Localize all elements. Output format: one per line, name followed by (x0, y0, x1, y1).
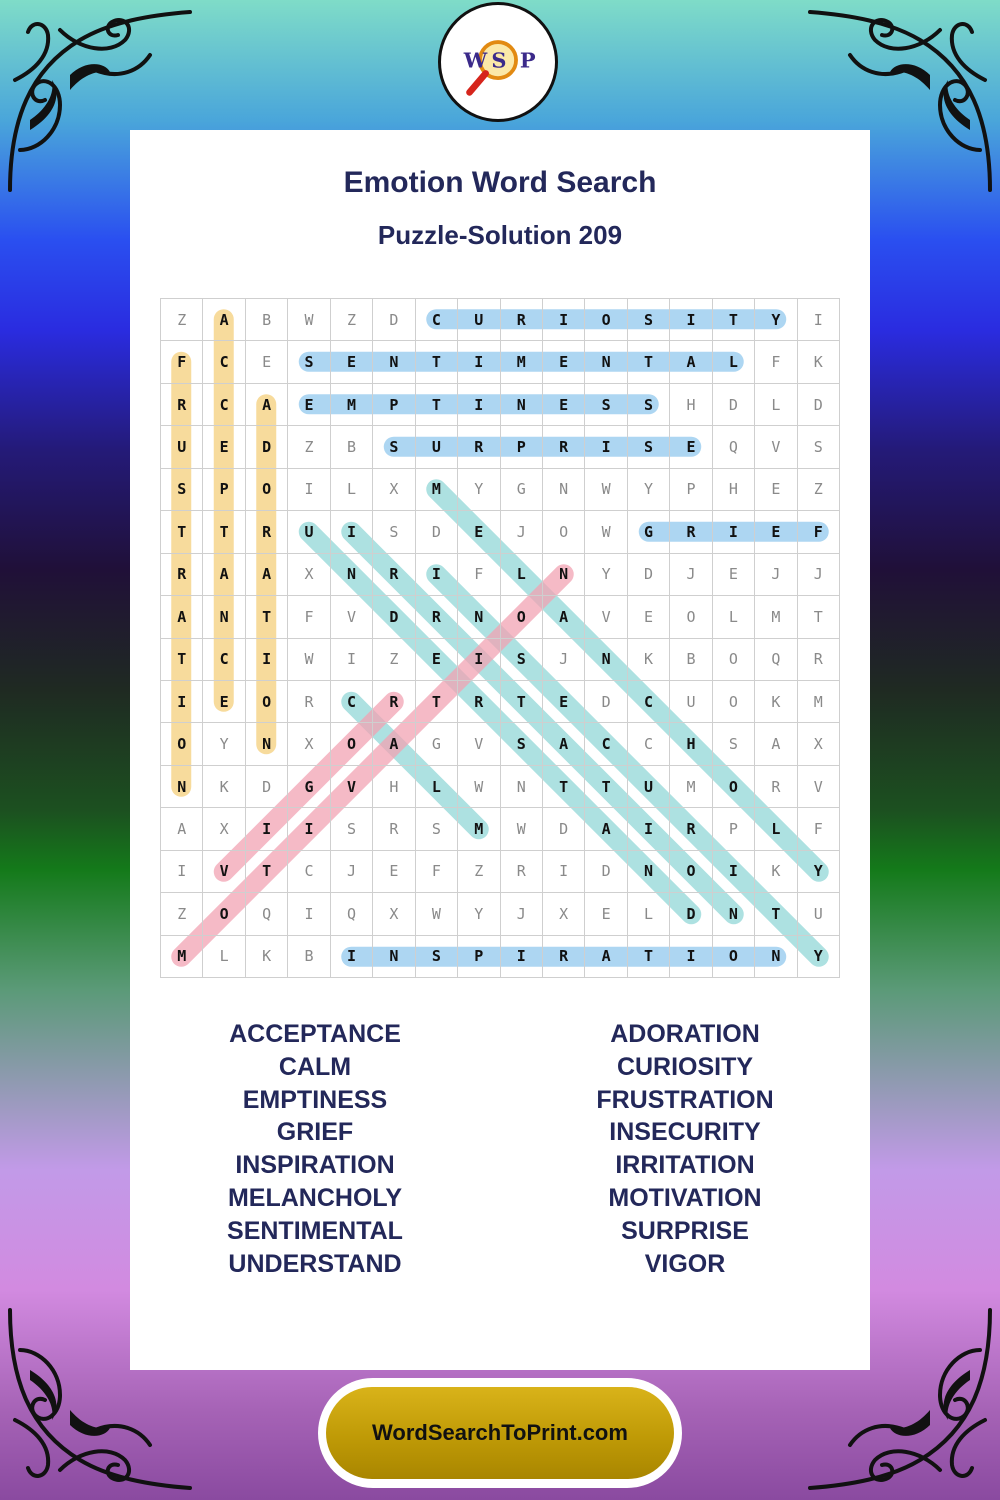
grid-cell[interactable]: Z (331, 299, 373, 341)
grid-cell[interactable]: H (373, 766, 415, 808)
word-list-item: GRIEF (276, 1118, 354, 1147)
grid-cell[interactable]: V (585, 596, 627, 638)
grid-cell[interactable]: T (755, 893, 797, 935)
grid-cell[interactable]: O (543, 511, 585, 553)
word-list-right (500, 1018, 870, 1280)
grid-cell[interactable]: T (713, 299, 755, 341)
grid-cell[interactable]: Z (798, 469, 840, 511)
grid-cell[interactable]: N (161, 766, 203, 808)
grid-cell[interactable]: D (373, 596, 415, 638)
grid-cell[interactable]: X (288, 723, 330, 765)
grid-cell[interactable]: E (288, 384, 330, 426)
grid-cell[interactable]: S (416, 808, 458, 850)
grid-cell[interactable]: U (458, 299, 500, 341)
grid-cell[interactable]: U (670, 681, 712, 723)
grid-cell[interactable]: N (331, 554, 373, 596)
grid-cell[interactable]: Q (246, 893, 288, 935)
grid-cell[interactable]: D (798, 384, 840, 426)
grid-cell[interactable]: L (416, 766, 458, 808)
grid-cell[interactable]: W (501, 808, 543, 850)
grid-cell[interactable]: R (755, 766, 797, 808)
footer-badge[interactable] (318, 1378, 682, 1488)
grid-cell[interactable]: E (628, 596, 670, 638)
grid-cell[interactable]: S (331, 808, 373, 850)
grid-cell[interactable]: P (458, 936, 500, 978)
grid-cell[interactable]: W (288, 299, 330, 341)
grid-cell[interactable]: E (543, 341, 585, 383)
grid-cell[interactable]: S (628, 384, 670, 426)
grid-cell[interactable]: W (416, 893, 458, 935)
grid-cell[interactable]: S (798, 426, 840, 468)
grid-cell[interactable]: U (628, 766, 670, 808)
logo-letter-w: W (463, 47, 488, 73)
word-list-item: CURIOSITY (616, 1052, 754, 1081)
grid-cell[interactable]: Y (203, 723, 245, 765)
grid-cell[interactable]: G (416, 723, 458, 765)
grid-cell[interactable]: S (373, 426, 415, 468)
grid-cell[interactable]: C (416, 299, 458, 341)
grid-cell[interactable]: A (203, 299, 245, 341)
grid-cell[interactable]: V (331, 596, 373, 638)
grid-cell[interactable]: A (373, 723, 415, 765)
grid-cell[interactable]: P (373, 384, 415, 426)
grid-cell[interactable]: X (203, 808, 245, 850)
grid-cell[interactable]: D (373, 299, 415, 341)
grid-cell[interactable]: N (373, 936, 415, 978)
grid-cell[interactable]: R (373, 681, 415, 723)
grid-cell[interactable]: F (288, 596, 330, 638)
grid-cell[interactable]: H (713, 469, 755, 511)
grid-cell[interactable]: T (585, 766, 627, 808)
word-list-item: VIGOR (644, 1249, 726, 1278)
grid-cell[interactable]: T (628, 341, 670, 383)
word-list-left (130, 1018, 500, 1280)
word-list-item: FRUSTRATION (596, 1085, 774, 1114)
grid-cell[interactable]: I (288, 808, 330, 850)
site-logo[interactable] (438, 2, 558, 122)
grid-cell[interactable]: S (501, 639, 543, 681)
grid-cell[interactable]: I (246, 639, 288, 681)
grid-cell[interactable]: V (331, 766, 373, 808)
grid-cell[interactable]: V (458, 723, 500, 765)
grid-cell[interactable]: R (543, 426, 585, 468)
grid-cell[interactable]: K (628, 639, 670, 681)
grid-cell[interactable]: R (501, 851, 543, 893)
grid-cell[interactable]: T (246, 851, 288, 893)
grid-cell[interactable]: I (543, 851, 585, 893)
grid-cell[interactable]: C (203, 639, 245, 681)
grid-cell[interactable]: R (373, 554, 415, 596)
grid-cell[interactable]: N (543, 469, 585, 511)
grid-cell[interactable]: M (798, 681, 840, 723)
grid-cell[interactable]: I (246, 808, 288, 850)
grid-cell[interactable]: V (798, 766, 840, 808)
grid-cell[interactable]: D (585, 851, 627, 893)
grid-cell[interactable]: Z (458, 851, 500, 893)
grid-cell[interactable]: T (416, 341, 458, 383)
grid-cell[interactable]: A (246, 384, 288, 426)
grid-cell[interactable]: N (713, 893, 755, 935)
grid-cell[interactable]: E (543, 681, 585, 723)
grid-cell[interactable]: S (416, 936, 458, 978)
grid-cell[interactable]: Q (331, 893, 373, 935)
grid-cell[interactable]: D (246, 426, 288, 468)
grid-cell[interactable]: W (585, 511, 627, 553)
grid-cell[interactable]: L (713, 341, 755, 383)
grid-cell[interactable]: E (713, 554, 755, 596)
footer-site-link[interactable]: WordSearchToPrint.com (372, 1420, 628, 1445)
grid-cell[interactable]: E (755, 469, 797, 511)
grid-cell[interactable]: C (203, 341, 245, 383)
grid-cell[interactable]: H (670, 723, 712, 765)
grid-cell[interactable]: A (543, 723, 585, 765)
grid-cell[interactable]: D (585, 681, 627, 723)
grid-cell[interactable]: J (331, 851, 373, 893)
grid-cell[interactable]: S (628, 426, 670, 468)
magnifier-icon (441, 5, 555, 119)
grid-cell[interactable]: S (628, 299, 670, 341)
grid-cell[interactable]: L (628, 893, 670, 935)
grid-cell[interactable]: J (501, 893, 543, 935)
grid-cell[interactable]: W (458, 766, 500, 808)
grid-cell[interactable]: M (416, 469, 458, 511)
grid-cell[interactable]: A (246, 554, 288, 596)
grid-cell[interactable]: O (713, 639, 755, 681)
grid-cell[interactable]: A (585, 808, 627, 850)
grid-cell[interactable]: X (798, 723, 840, 765)
grid-cell[interactable]: L (713, 596, 755, 638)
word-list-item: MOTIVATION (608, 1183, 762, 1212)
grid-cell[interactable]: Y (798, 936, 840, 978)
grid-cell[interactable]: E (373, 851, 415, 893)
grid-cell[interactable]: O (501, 596, 543, 638)
grid-cell[interactable]: I (161, 681, 203, 723)
grid-cell[interactable]: C (585, 723, 627, 765)
grid-cell[interactable]: T (161, 511, 203, 553)
grid-cell[interactable]: I (416, 554, 458, 596)
grid-cell[interactable]: G (628, 511, 670, 553)
grid-cell[interactable]: R (288, 681, 330, 723)
grid-cell[interactable]: U (161, 426, 203, 468)
grid-cell[interactable]: I (161, 851, 203, 893)
grid-cell[interactable]: C (288, 851, 330, 893)
grid-cell[interactable]: A (203, 554, 245, 596)
grid-cell[interactable]: N (501, 384, 543, 426)
grid-cell[interactable]: I (458, 384, 500, 426)
grid-cell[interactable]: I (628, 808, 670, 850)
grid-cell[interactable]: L (203, 936, 245, 978)
puzzle-card (130, 130, 870, 1370)
grid-cell[interactable]: V (755, 426, 797, 468)
grid-cell[interactable]: O (713, 766, 755, 808)
grid-cell[interactable]: M (755, 596, 797, 638)
grid-cell[interactable]: S (288, 341, 330, 383)
grid-cell[interactable]: K (755, 851, 797, 893)
grid-cell[interactable]: N (755, 936, 797, 978)
word-list-item: EMPTINESS (242, 1085, 388, 1114)
grid-cell[interactable]: F (161, 341, 203, 383)
grid-cell[interactable]: A (543, 596, 585, 638)
logo-letter-p: P (519, 47, 536, 73)
grid-cell[interactable]: B (288, 936, 330, 978)
grid-cell[interactable]: Z (161, 893, 203, 935)
grid-cell[interactable]: T (246, 596, 288, 638)
grid-cell[interactable]: R (373, 808, 415, 850)
grid-cell[interactable]: D (416, 511, 458, 553)
grid-cell[interactable]: K (798, 341, 840, 383)
grid-cell[interactable]: M (501, 341, 543, 383)
grid-cell[interactable]: Y (458, 469, 500, 511)
grid-cell[interactable]: C (203, 384, 245, 426)
grid-cell[interactable]: O (246, 681, 288, 723)
grid-cell[interactable]: R (161, 554, 203, 596)
grid-cell[interactable]: R (416, 596, 458, 638)
grid-cell[interactable]: J (543, 639, 585, 681)
grid-cell[interactable]: I (670, 299, 712, 341)
grid-cell[interactable]: X (373, 469, 415, 511)
grid-cell[interactable]: M (331, 384, 373, 426)
grid-cell[interactable]: I (458, 639, 500, 681)
grid-cell[interactable]: J (798, 554, 840, 596)
grid-cell[interactable]: T (203, 511, 245, 553)
grid-cell[interactable]: S (161, 469, 203, 511)
word-list-item: IRRITATION (615, 1151, 755, 1180)
word-grid-area (160, 298, 840, 978)
footer-link-button[interactable] (326, 1387, 674, 1479)
grid-cell[interactable]: A (585, 936, 627, 978)
grid-cell[interactable]: F (755, 341, 797, 383)
grid-cell[interactable]: N (585, 341, 627, 383)
grid-cell[interactable]: O (331, 723, 373, 765)
grid-cell[interactable]: W (288, 639, 330, 681)
grid-cell[interactable]: N (543, 554, 585, 596)
grid-cell[interactable]: S (713, 723, 755, 765)
grid-cell[interactable]: R (161, 384, 203, 426)
word-list-item: INSECURITY (609, 1118, 761, 1147)
grid-cell[interactable]: N (373, 341, 415, 383)
word-list-item: ADORATION (610, 1020, 760, 1048)
grid-cell[interactable]: I (543, 299, 585, 341)
grid-cell[interactable]: O (161, 723, 203, 765)
grid-cell[interactable]: Q (755, 639, 797, 681)
grid-cell[interactable]: I (585, 426, 627, 468)
grid-cell[interactable]: S (501, 723, 543, 765)
grid-cell[interactable]: D (246, 766, 288, 808)
word-list-item: SENTIMENTAL (227, 1216, 403, 1245)
grid-cell[interactable]: A (755, 723, 797, 765)
grid-cell[interactable]: R (458, 426, 500, 468)
grid-cell[interactable]: S (585, 384, 627, 426)
grid-cell[interactable]: J (670, 554, 712, 596)
grid-cell[interactable]: E (203, 426, 245, 468)
grid-cell[interactable]: N (246, 723, 288, 765)
grid-cell[interactable]: A (161, 808, 203, 850)
grid-cell[interactable]: N (458, 596, 500, 638)
grid-cell[interactable]: C (331, 681, 373, 723)
grid-cell[interactable]: L (755, 384, 797, 426)
grid-cell[interactable]: O (713, 936, 755, 978)
grid-cell[interactable]: R (501, 299, 543, 341)
grid-cell[interactable]: I (458, 341, 500, 383)
grid-cell[interactable]: I (713, 851, 755, 893)
grid-cell[interactable]: R (670, 808, 712, 850)
grid-cell[interactable]: J (755, 554, 797, 596)
grid-cell[interactable]: N (585, 639, 627, 681)
grid-cell[interactable]: R (246, 511, 288, 553)
grid-cell[interactable]: E (331, 341, 373, 383)
grid-cell[interactable]: N (203, 596, 245, 638)
grid-cell[interactable]: I (670, 936, 712, 978)
word-list-item: ACCEPTANCE (229, 1020, 401, 1048)
grid-cell[interactable]: T (543, 766, 585, 808)
grid-cell[interactable]: E (416, 639, 458, 681)
grid-cell[interactable]: R (458, 681, 500, 723)
grid-cell[interactable]: K (203, 766, 245, 808)
puzzle-title: Emotion Word Search (343, 166, 657, 199)
grid-cell[interactable]: W (585, 469, 627, 511)
grid-cell[interactable]: I (331, 511, 373, 553)
letter-grid (160, 298, 840, 978)
grid-cell[interactable]: Y (585, 554, 627, 596)
grid-cell[interactable]: P (670, 469, 712, 511)
grid-cell[interactable]: A (161, 596, 203, 638)
grid-cell[interactable]: Y (628, 469, 670, 511)
grid-cell[interactable]: F (416, 851, 458, 893)
grid-cell[interactable]: I (798, 299, 840, 341)
grid-cell[interactable]: L (331, 469, 373, 511)
grid-cell[interactable]: H (670, 384, 712, 426)
grid-cell[interactable]: L (755, 808, 797, 850)
grid-cell[interactable]: I (501, 936, 543, 978)
grid-cell[interactable]: F (458, 554, 500, 596)
grid-cell[interactable]: E (670, 426, 712, 468)
grid-cell[interactable]: L (501, 554, 543, 596)
grid-cell[interactable]: A (670, 341, 712, 383)
word-list-item: UNDERSTAND (228, 1249, 402, 1278)
grid-cell[interactable]: R (543, 936, 585, 978)
grid-cell[interactable]: E (246, 341, 288, 383)
grid-cell[interactable]: O (246, 469, 288, 511)
word-list-item: SURPRISE (621, 1216, 749, 1245)
grid-cell[interactable]: T (798, 596, 840, 638)
grid-cell[interactable]: M (670, 766, 712, 808)
puzzle-subtitle: Puzzle-Solution 209 (377, 220, 623, 250)
grid-cell[interactable]: I (288, 893, 330, 935)
grid-cell[interactable]: I (288, 469, 330, 511)
grid-cell[interactable]: X (288, 554, 330, 596)
grid-cell[interactable]: F (798, 808, 840, 850)
grid-cell[interactable]: Z (161, 299, 203, 341)
grid-cell[interactable]: K (246, 936, 288, 978)
grid-cell[interactable]: T (161, 639, 203, 681)
grid-cell[interactable]: Y (458, 893, 500, 935)
grid-cell[interactable]: T (416, 384, 458, 426)
grid-cell[interactable]: O (670, 596, 712, 638)
grid-cell[interactable]: D (713, 384, 755, 426)
grid-cell[interactable]: U (288, 511, 330, 553)
logo-letter-s: S (491, 47, 507, 73)
grid-cell[interactable]: U (798, 893, 840, 935)
grid-cell[interactable]: O (670, 851, 712, 893)
grid-cell[interactable]: O (585, 299, 627, 341)
grid-cell[interactable]: Y (798, 851, 840, 893)
grid-cell[interactable]: S (373, 511, 415, 553)
grid-cell[interactable]: I (713, 511, 755, 553)
grid-cell[interactable]: T (416, 681, 458, 723)
grid-cell[interactable]: E (543, 384, 585, 426)
grid-cell[interactable]: M (161, 936, 203, 978)
grid-cell[interactable]: G (288, 766, 330, 808)
grid-cell[interactable]: D (670, 893, 712, 935)
grid-cell[interactable]: X (373, 893, 415, 935)
grid-cell[interactable]: D (628, 554, 670, 596)
grid-cell[interactable]: Z (288, 426, 330, 468)
grid-cell[interactable]: R (670, 511, 712, 553)
grid-cell[interactable]: E (203, 681, 245, 723)
word-list-item: MELANCHOLY (227, 1183, 403, 1212)
word-list-item: INSPIRATION (235, 1151, 395, 1180)
grid-cell[interactable]: B (331, 426, 373, 468)
grid-cell[interactable]: Z (373, 639, 415, 681)
word-list-item: CALM (278, 1052, 352, 1081)
grid-cell[interactable]: T (501, 681, 543, 723)
grid-cell[interactable]: B (670, 639, 712, 681)
grid-cell[interactable]: E (585, 893, 627, 935)
grid-cell[interactable]: T (628, 936, 670, 978)
grid-cell[interactable]: C (628, 723, 670, 765)
grid-cell[interactable]: B (246, 299, 288, 341)
grid-cell[interactable]: K (755, 681, 797, 723)
grid-cell[interactable]: Y (755, 299, 797, 341)
grid-cell[interactable]: D (543, 808, 585, 850)
grid-cell[interactable]: J (501, 511, 543, 553)
grid-cell[interactable]: E (458, 511, 500, 553)
grid-cell[interactable]: N (628, 851, 670, 893)
grid-cell[interactable]: V (203, 851, 245, 893)
grid-cell[interactable]: N (501, 766, 543, 808)
grid-cell[interactable]: I (331, 639, 373, 681)
grid-cell[interactable]: I (331, 936, 373, 978)
grid-cell[interactable]: P (203, 469, 245, 511)
grid-cell[interactable]: X (543, 893, 585, 935)
grid-cell[interactable]: E (755, 511, 797, 553)
grid-cell[interactable]: O (713, 681, 755, 723)
grid-cell[interactable]: R (798, 639, 840, 681)
grid-cell[interactable]: G (501, 469, 543, 511)
grid-cell[interactable]: P (501, 426, 543, 468)
grid-cell[interactable]: M (458, 808, 500, 850)
grid-cell[interactable]: P (713, 808, 755, 850)
grid-cell[interactable]: O (203, 893, 245, 935)
grid-cell[interactable]: U (416, 426, 458, 468)
grid-cell[interactable]: F (798, 511, 840, 553)
grid-cell[interactable]: Q (713, 426, 755, 468)
grid-cell[interactable]: C (628, 681, 670, 723)
